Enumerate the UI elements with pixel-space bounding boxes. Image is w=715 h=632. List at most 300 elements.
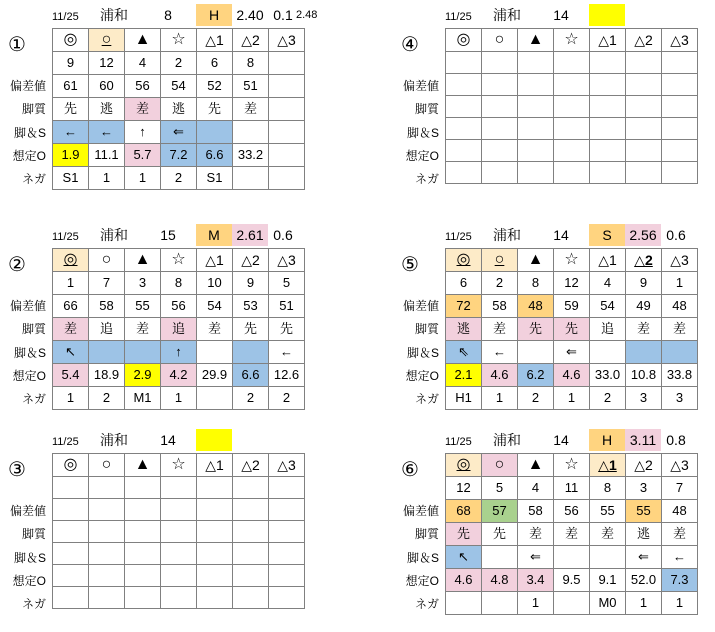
mark-row [53,249,305,272]
grid-cell [125,565,161,587]
row-label: 偏差値 [402,79,439,93]
mark-cell: ☆ [554,454,590,477]
grid-cell [161,543,197,565]
grid-cell: 51 [233,75,269,98]
grid-cell [518,74,554,96]
row-label: 偏差値 [9,504,46,518]
grid-cell [161,477,197,499]
header-count: 14 [553,7,569,23]
race-panel-p2 [4,224,306,424]
grid-cell: 逃 [446,318,482,341]
mark-cell: ◎ [446,454,482,477]
header-venue: 浦和 [100,432,128,448]
grid-cell: 1 [89,167,125,190]
grid-cell: ⇐ [554,341,590,364]
grid-cell [662,74,698,96]
grid-cell [197,543,233,565]
grid-cell: 2 [233,387,269,410]
mark-cell: ☆ [161,454,197,477]
grid-cell: 51 [269,295,305,318]
grid-cell [482,592,518,615]
grid-cell [269,521,305,543]
grid-cell: 52 [197,75,233,98]
grid-cell [626,96,662,118]
grid-cell: 3 [626,387,662,410]
data-row [446,52,698,74]
grid-cell [662,52,698,74]
grid-cell: 先 [269,318,305,341]
grid-cell [554,52,590,74]
row-labels [0,295,46,411]
grid-cell: 53 [233,295,269,318]
grid-cell [554,74,590,96]
mark-cell: △1 [197,454,233,477]
grid-cell [554,140,590,162]
grid-cell [482,162,518,184]
grid-cell: 12 [554,272,590,295]
grid-cell: 59 [554,295,590,318]
grid-cell: ← [482,341,518,364]
grid-cell: 61 [53,75,89,98]
grid-cell: 差 [662,523,698,546]
grid-cell [197,499,233,521]
data-row [446,96,698,118]
grid-cell [53,587,89,609]
row-label: 脚＆S [13,345,46,360]
mark-cell: ▲ [125,29,161,52]
grid-cell [269,499,305,521]
grid-cell: 54 [197,295,233,318]
grid-cell: 先 [518,318,554,341]
grid-cell: 48 [518,295,554,318]
header-grade: H [589,429,625,451]
mark-cell: △3 [269,249,305,272]
grid-cell: 先 [554,318,590,341]
grid-cell [161,521,197,543]
header-extra2 [296,224,322,246]
grid-cell [482,52,518,74]
mark-cell: ☆ [161,249,197,272]
grid-cell: ↖ [53,341,89,364]
grid-cell [269,587,305,609]
data-row [53,364,305,387]
header-grade: H [196,4,232,26]
grid-cell: 4 [125,52,161,75]
data-row [53,98,305,121]
grid-cell [269,477,305,499]
mark-cell: ○ [482,29,518,52]
grid-cell: 追 [590,318,626,341]
grid-cell: 追 [161,318,197,341]
panel-header [4,224,306,248]
header-count: 15 [160,227,176,243]
grid-cell [518,341,554,364]
header-extra: 0.8 [666,432,686,448]
grid-cell: 5 [269,272,305,295]
grid-cell [626,118,662,140]
mark-cell: △2 [626,29,662,52]
row-label: 想定O [12,368,46,383]
header-extra [268,429,298,451]
grid-cell: 4.8 [482,569,518,592]
mark-cell: ○ [482,454,518,477]
grid-cell [197,341,233,364]
grid-cell: 4 [590,272,626,295]
grid-cell: 12 [89,52,125,75]
grid-cell [125,477,161,499]
mark-cell: △3 [662,454,698,477]
mark-cell: △1 [590,454,626,477]
grid-cell [590,546,626,569]
grid-cell: 1 [626,592,662,615]
race-number: ① [8,34,26,56]
data-row [446,546,698,569]
mark-cell: △2 [233,29,269,52]
mark-cell: ◎ [446,29,482,52]
grid-cell: 12.6 [269,364,305,387]
row-label: 脚＆S [13,125,46,140]
grid-cell: 60 [89,75,125,98]
grid-cell: 58 [482,295,518,318]
data-row [53,318,305,341]
mark-cell: △2 [626,454,662,477]
data-row [53,499,305,521]
grid-cell: 56 [554,500,590,523]
data-row [446,341,698,364]
grid-cell [626,341,662,364]
data-row [446,272,698,295]
grid-cell: 先 [446,523,482,546]
data-row [53,144,305,167]
grid-cell: 58 [518,500,554,523]
grid-cell: 54 [161,75,197,98]
grid-cell: ← [662,546,698,569]
row-labels [0,75,46,191]
grid-cell: 1 [518,592,554,615]
row-label: ネガ [414,597,439,612]
data-row [53,121,305,144]
mark-cell: ▲ [125,454,161,477]
row-label: 偏差値 [9,299,46,313]
header-extra [661,4,691,26]
data-row [53,75,305,98]
data-row [446,140,698,162]
race-panel-p3 [4,429,306,629]
row-label: 脚質 [414,102,439,117]
mark-row [446,454,698,477]
mark-cell: ☆ [554,29,590,52]
grid-cell: 12 [446,477,482,500]
grid-cell: 55 [626,500,662,523]
grid-cell [554,162,590,184]
prediction-grid [445,248,698,410]
panel-header [397,429,699,453]
grid-cell: 9 [53,52,89,75]
race-number: ② [8,254,26,276]
grid-cell [269,98,305,121]
row-labels [0,500,46,616]
mark-cell: ◎ [446,249,482,272]
grid-cell: 5 [482,477,518,500]
grid-cell [482,546,518,569]
header-extra2 [689,224,715,246]
grid-cell: ← [89,121,125,144]
grid-cell [53,499,89,521]
data-row [446,569,698,592]
row-label: 脚質 [21,102,46,117]
data-row [446,592,698,615]
mark-cell: △2 [233,454,269,477]
grid-cell [590,118,626,140]
header-grade [196,429,232,451]
mark-row [446,249,698,272]
header-date: 11/25 [445,11,472,23]
grid-cell [125,341,161,364]
grid-cell [161,499,197,521]
header-count: 8 [164,7,172,23]
race-number: ③ [8,459,26,481]
grid-cell [233,167,269,190]
grid-cell: 7 [662,477,698,500]
prediction-grid [52,28,305,190]
grid-cell: S1 [53,167,89,190]
mark-cell: ▲ [518,454,554,477]
grid-cell [233,587,269,609]
header-date: 11/25 [445,231,472,243]
row-label: 想定O [405,368,439,383]
grid-cell [233,121,269,144]
header-value: 2.61 [232,224,268,246]
data-row [53,387,305,410]
data-row [53,295,305,318]
grid-cell [482,140,518,162]
grid-cell: M0 [590,592,626,615]
mark-cell: ○ [89,249,125,272]
mark-cell: ○ [89,454,125,477]
grid-cell [590,96,626,118]
grid-cell: 1 [125,167,161,190]
grid-cell: 1 [482,387,518,410]
grid-cell: 6.2 [518,364,554,387]
grid-cell: 先 [197,98,233,121]
grid-cell [233,543,269,565]
grid-cell [197,477,233,499]
row-label: 脚質 [414,322,439,337]
row-labels [383,295,439,411]
grid-cell [590,140,626,162]
grid-cell: 差 [554,523,590,546]
grid-cell: ← [269,341,305,364]
grid-cell: ⇐ [626,546,662,569]
row-label: ネガ [414,392,439,407]
grid-cell: 差 [482,318,518,341]
header-venue: 浦和 [100,7,128,23]
row-labels [383,75,439,191]
mark-cell: ☆ [161,29,197,52]
prediction-grid [52,453,305,609]
header-value: 2.40 [236,7,264,23]
grid-cell [269,52,305,75]
mark-cell: ▲ [518,249,554,272]
grid-cell: 2 [161,52,197,75]
grid-cell: 差 [233,98,269,121]
data-row [53,543,305,565]
header-extra2 [689,4,715,26]
mark-cell: △2 [233,249,269,272]
panel-header [397,4,699,28]
grid-cell [53,521,89,543]
grid-cell: 差 [197,318,233,341]
mark-cell: △3 [269,454,305,477]
grid-cell: 1 [554,387,590,410]
grid-cell: 7.3 [662,569,698,592]
mark-cell: △3 [269,29,305,52]
grid-cell [53,543,89,565]
race-number: ⑤ [401,254,419,276]
data-row [53,167,305,190]
grid-cell: 2.9 [125,364,161,387]
grid-cell: 逃 [161,98,197,121]
grid-cell: 1 [53,272,89,295]
grid-cell [518,140,554,162]
data-row [53,587,305,609]
mark-row [446,29,698,52]
grid-cell: 6 [197,52,233,75]
grid-cell [626,74,662,96]
mark-cell: ○ [89,29,125,52]
header-grade: S [589,224,625,246]
grid-cell [233,521,269,543]
row-label: 脚＆S [406,125,439,140]
grid-cell: 5.4 [53,364,89,387]
row-label: 脚質 [21,322,46,337]
mark-cell: ▲ [125,249,161,272]
grid-cell [482,96,518,118]
grid-cell: 4.6 [554,364,590,387]
grid-cell [518,96,554,118]
grid-cell [89,341,125,364]
grid-cell [269,144,305,167]
grid-cell: 逃 [89,98,125,121]
grid-cell: 29.9 [197,364,233,387]
grid-cell [269,167,305,190]
grid-cell [233,477,269,499]
grid-cell: 8 [518,272,554,295]
grid-cell: M1 [125,387,161,410]
grid-cell: 8 [161,272,197,295]
grid-cell: 8 [590,477,626,500]
data-row [53,477,305,499]
grid-cell: 差 [125,318,161,341]
panel-header [397,224,699,248]
grid-cell: 9.5 [554,569,590,592]
grid-cell [89,587,125,609]
data-row [446,74,698,96]
mark-cell: △1 [197,249,233,272]
grid-cell [446,162,482,184]
grid-cell [125,587,161,609]
data-row [53,272,305,295]
grid-cell [518,162,554,184]
grid-cell [662,162,698,184]
grid-cell: 68 [446,500,482,523]
grid-cell: 1 [662,272,698,295]
row-label: ネガ [414,172,439,187]
header-grade [589,4,625,26]
grid-cell: 33.8 [662,364,698,387]
data-row [446,523,698,546]
grid-cell [197,565,233,587]
grid-cell [197,387,233,410]
grid-cell [161,565,197,587]
grid-cell [89,499,125,521]
grid-cell [662,96,698,118]
grid-cell: 48 [662,500,698,523]
row-label: 脚＆S [13,550,46,565]
mark-row [53,29,305,52]
grid-cell: 6.6 [233,364,269,387]
grid-cell [89,477,125,499]
grid-cell: 3 [662,387,698,410]
grid-cell [554,546,590,569]
grid-cell [125,499,161,521]
grid-cell [590,74,626,96]
header-venue: 浦和 [100,227,128,243]
grid-cell: 差 [518,523,554,546]
grid-cell: 差 [662,318,698,341]
header-value: 2.56 [625,224,661,246]
header-extra2 [296,429,322,451]
header-date: 11/25 [52,11,79,23]
header-count: 14 [160,432,176,448]
row-label: 脚＆S [406,345,439,360]
grid-cell: 4.2 [161,364,197,387]
row-label: ネガ [21,597,46,612]
grid-cell: 6.6 [197,144,233,167]
mark-cell: △3 [662,249,698,272]
grid-cell: 差 [590,523,626,546]
mark-cell: ☆ [554,249,590,272]
grid-cell: ↑ [161,341,197,364]
header-venue: 浦和 [493,7,521,23]
grid-cell: 48 [662,295,698,318]
grid-cell [626,162,662,184]
row-label: 脚質 [21,527,46,542]
grid-cell [197,121,233,144]
grid-cell: 10 [197,272,233,295]
header-value [232,429,268,451]
grid-cell: 2 [269,387,305,410]
grid-cell: 先 [53,98,89,121]
grid-cell: 4 [518,477,554,500]
race-panel-p1 [4,4,318,204]
panel-header [4,429,306,453]
row-label: 想定O [405,148,439,163]
grid-cell [269,75,305,98]
grid-cell: 5.7 [125,144,161,167]
header-date: 11/25 [52,436,79,448]
grid-cell [446,74,482,96]
grid-cell: 差 [125,98,161,121]
header-extra2 [689,429,715,451]
race-number: ⑥ [401,459,419,481]
grid-cell: ⇖ [446,341,482,364]
header-extra: 0.6 [666,227,686,243]
grid-cell: 6 [446,272,482,295]
grid-cell: 18.9 [89,364,125,387]
row-label: 想定O [12,573,46,588]
row-label: 想定O [12,148,46,163]
